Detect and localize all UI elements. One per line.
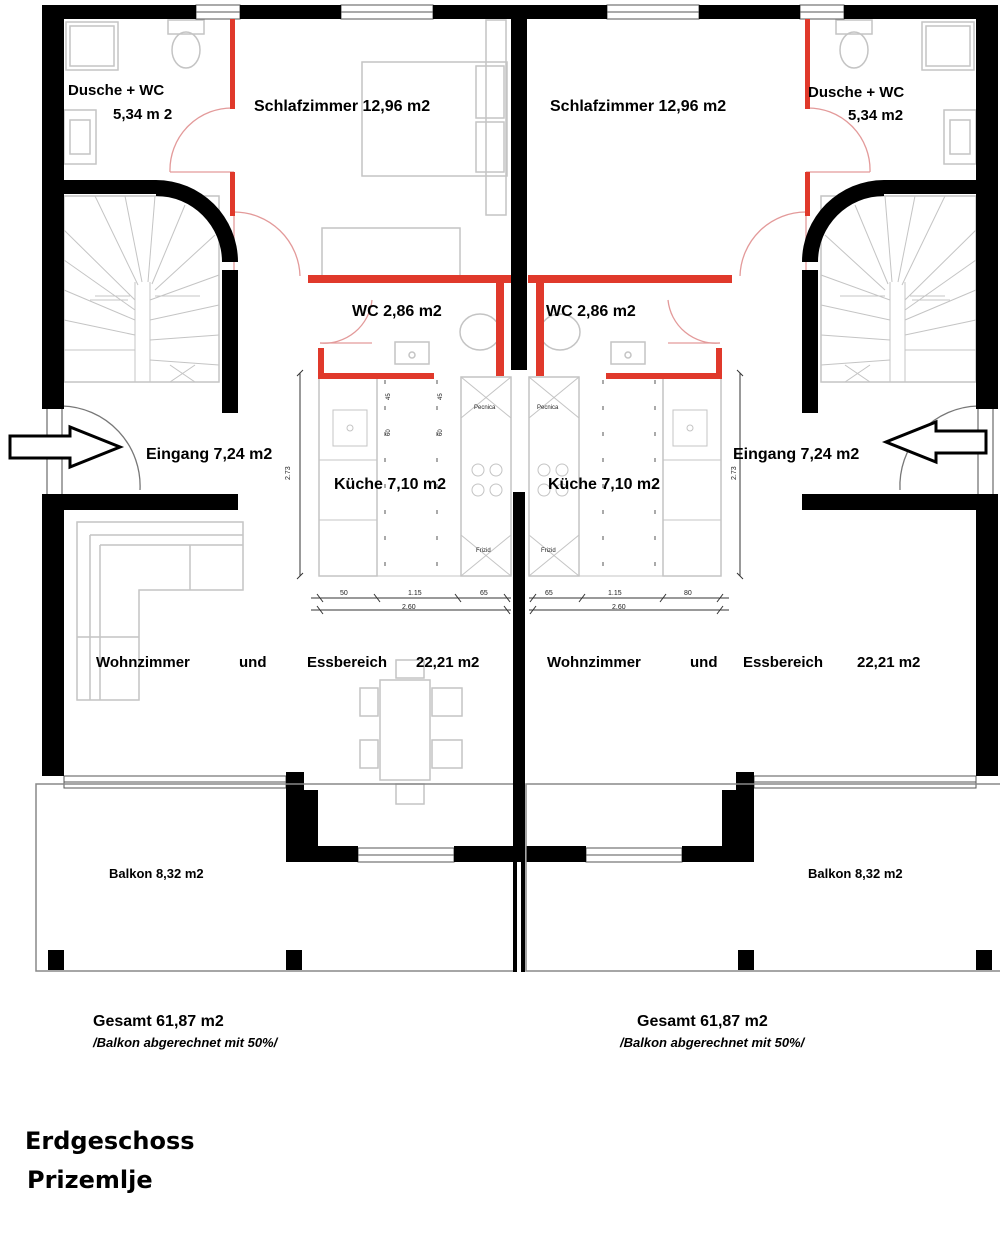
right-staircase bbox=[821, 196, 976, 382]
right-entrance-label: Eingang 7,24 m2 bbox=[733, 446, 860, 463]
left-dining-table bbox=[360, 660, 462, 804]
left-living-word3: Essbereich bbox=[307, 654, 388, 671]
right-doors bbox=[668, 108, 870, 343]
right-living-word1: Wohnzimmer bbox=[547, 654, 641, 671]
right-dim-total: 2.60 bbox=[612, 604, 626, 611]
right-total: Gesamt 61,87 m2 bbox=[637, 1013, 768, 1030]
right-wc-label: WC 2,86 m2 bbox=[546, 303, 636, 320]
right-dim-2: 1.15 bbox=[608, 590, 622, 597]
floor-subtitle: Prizemlje bbox=[27, 1166, 153, 1194]
left-living-area: 22,21 m2 bbox=[416, 654, 480, 671]
left-dim-height: 2.73 bbox=[285, 466, 292, 480]
left-oven-label: Pecnica bbox=[474, 405, 496, 411]
kitchen-dim-d: 60 bbox=[438, 429, 444, 436]
party-wall bbox=[511, 5, 527, 370]
right-living-area: 22,21 m2 bbox=[857, 654, 921, 671]
floor-title: Erdgeschoss bbox=[25, 1127, 195, 1155]
left-kitchen-label: Küche 7,10 m2 bbox=[334, 476, 447, 493]
kitchen-dim-c: 45 bbox=[438, 393, 444, 400]
left-dim-1: 50 bbox=[340, 590, 348, 597]
right-bedroom-label: Schlafzimmer 12,96 m2 bbox=[550, 98, 727, 115]
left-dim-total: 2.60 bbox=[402, 604, 416, 611]
right-entrance-arrow-icon bbox=[886, 422, 986, 462]
right-wc-fixtures bbox=[540, 314, 645, 364]
left-bedroom-label: Schlafzimmer 12,96 m2 bbox=[254, 98, 431, 115]
left-entrance-arrow-icon bbox=[10, 427, 120, 467]
right-living-word2: und bbox=[690, 654, 718, 671]
right-balcony-note: /Balkon abgerechnet mit 50%/ bbox=[620, 1035, 805, 1050]
right-dim-height: 2.73 bbox=[731, 466, 738, 480]
right-shower-wc-area: 5,34 m2 bbox=[848, 107, 904, 124]
kitchen-dim-b: 60 bbox=[386, 429, 392, 436]
left-entrance-label: Eingang 7,24 m2 bbox=[146, 446, 273, 463]
right-shower-wc-name: Dusche + WC bbox=[808, 84, 905, 101]
left-doors bbox=[170, 108, 372, 343]
left-partitions bbox=[230, 19, 512, 379]
right-dim-3: 80 bbox=[684, 590, 692, 597]
left-staircase bbox=[64, 196, 219, 382]
left-balcony-label: Balkon 8,32 m2 bbox=[109, 866, 204, 881]
right-partitions bbox=[528, 19, 810, 379]
right-fridge-label: Frizid bbox=[541, 548, 556, 554]
right-dim-1: 65 bbox=[545, 590, 553, 597]
right-balcony bbox=[526, 784, 1000, 971]
left-total: Gesamt 61,87 m2 bbox=[93, 1013, 224, 1030]
left-shower-wc-area: 5,34 m 2 bbox=[113, 106, 173, 123]
left-wc-label: WC 2,86 m2 bbox=[352, 303, 442, 320]
left-living-word2: und bbox=[239, 654, 267, 671]
left-bed bbox=[322, 20, 507, 276]
left-fridge-label: Frizid bbox=[476, 548, 491, 554]
left-sofa bbox=[77, 522, 243, 700]
left-shower-wc-name: Dusche + WC bbox=[68, 82, 165, 99]
right-oven-label: Pecnica bbox=[537, 405, 559, 411]
right-balcony-label: Balkon 8,32 m2 bbox=[808, 866, 903, 881]
left-balcony-note: /Balkon abgerechnet mit 50%/ bbox=[93, 1035, 278, 1050]
right-kitchen-label: Küche 7,10 m2 bbox=[548, 476, 661, 493]
left-dim-2: 1.15 bbox=[408, 590, 422, 597]
right-living-word3: Essbereich bbox=[743, 654, 824, 671]
left-living-word1: Wohnzimmer bbox=[96, 654, 190, 671]
left-wc-fixtures bbox=[395, 314, 500, 364]
left-balcony bbox=[36, 784, 514, 971]
left-dim-3: 65 bbox=[480, 590, 488, 597]
left-windows bbox=[64, 5, 454, 862]
kitchen-dim-a: 45 bbox=[386, 393, 392, 400]
